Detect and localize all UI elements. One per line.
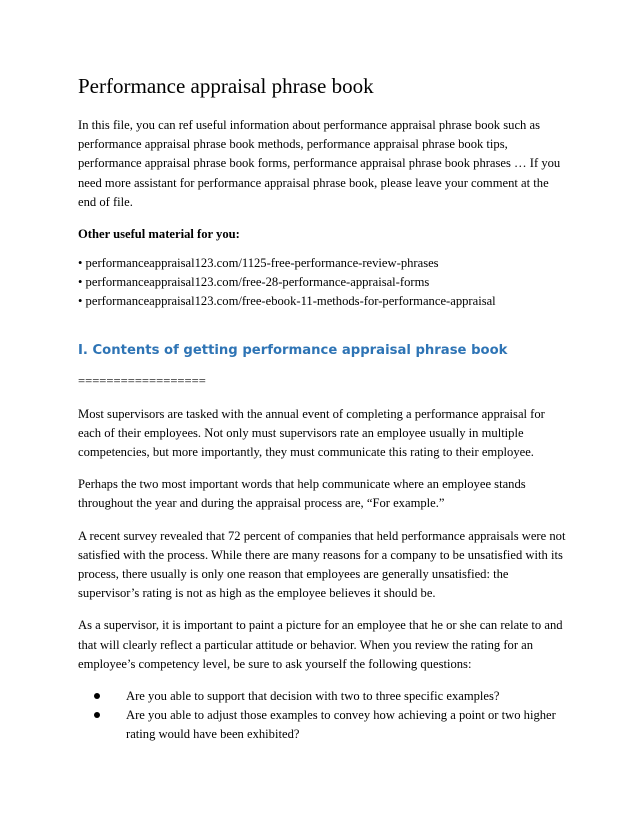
body-paragraph: Perhaps the two most important words that help communicate where an employee stands throughout the year and during the appraisal process are, “For example.”: [78, 477, 526, 511]
body-paragraph: A recent survey revealed that 72 percent of companies that held performance appraisals were not satisfied with the process. While there are many reasons for a company to be unsatisfied with its process, there usually is only one reason that employees are generally unsatisfied: the supervisor’s rating is not as high as the employee believes it should be.: [78, 528, 566, 601]
list-item: [94, 706, 568, 744]
section-heading: I. Contents of getting performance appraisal phrase book: [78, 342, 508, 358]
bullet-icon: [94, 693, 100, 699]
other-material-label: Other useful material for you:: [78, 227, 240, 242]
body-paragraph: Most supervisors are tasked with the annual event of completing a performance appraisal for each of their employees. Not only must supervisors rate an employee usually in multiple competencies, but more importantly, they must communicate this rating to their employee.: [78, 406, 545, 460]
bullet-icon: [94, 712, 100, 718]
link-item[interactable]: • performanceappraisal123.com/free-28-performance-appraisal-forms: [78, 275, 430, 290]
list-item: [94, 687, 568, 706]
page-title: Performance appraisal phrase book: [78, 74, 374, 98]
link-item[interactable]: • performanceappraisal123.com/1125-free-performance-review-phrases: [78, 256, 439, 271]
question-text: Are you able to support that decision with two to three specific examples?: [126, 689, 500, 704]
question-list: [78, 687, 568, 745]
question-text: Are you able to adjust those examples to convey how achieving a point or two higher rating would have been exhibited?: [126, 708, 556, 742]
body-paragraph: As a supervisor, it is important to paint a picture for an employee that he or she can relate to and that will clearly reflect a particular attitude or behavior. When you review the rating for an employee’s competency level, be sure to ask yourself the following questions:: [78, 618, 563, 671]
separator-line: ==================: [78, 373, 206, 388]
intro-paragraph: In this file, you can ref useful information about performance appraisal phrase book such as performance appraisal phrase book methods, performance appraisal phrase book tips, performance appraisal phrase book forms, performance appraisal phrase book phrases … If you need more assistant for performance appraisal phrase book, please leave your comment at the end of file.: [78, 118, 561, 209]
link-list: [78, 254, 568, 312]
link-item[interactable]: • performanceappraisal123.com/free-ebook-11-methods-for-performance-appraisal: [78, 294, 496, 309]
